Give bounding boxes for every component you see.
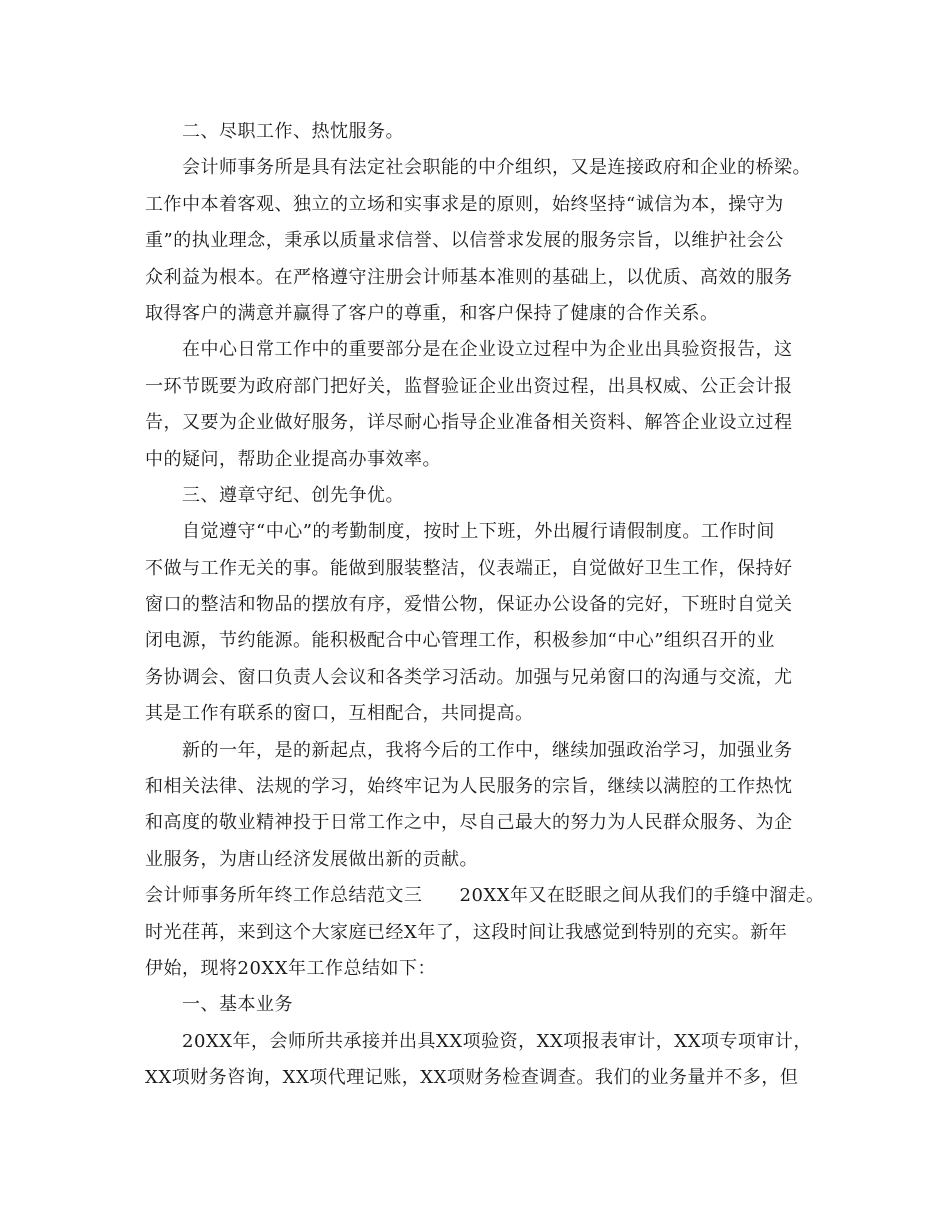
paragraph-line: 工作中本着客观、独立的立场和实事求是的原则，始终坚持“诚信为本，操守为	[145, 193, 784, 215]
paragraph-line: 自觉遵守“中心”的考勤制度，按时上下班，外出履行请假制度。工作时间	[182, 521, 775, 543]
document-title-line: 会计师事务所年终工作总结范文三 20XX年又在眨眼之间从我们的手缝中溜走。	[145, 885, 825, 907]
paragraph-line: 伊始，现将20XX年工作总结如下：	[145, 957, 437, 979]
paragraph-line: 新的一年，是的新起点，我将今后的工作中，继续加强政治学习，加强业务	[182, 739, 793, 761]
section-heading-3: 三、遵章守纪、创先争优。	[182, 484, 404, 506]
paragraph-line: 和相关法律、法规的学习，始终牢记为人民服务的宗旨，继续以满腔的工作热忱	[145, 776, 793, 798]
paragraph-line: 和高度的敬业精神投于日常工作之中，尽自己最大的努力为人民群众服务、为企	[145, 812, 793, 834]
paragraph-line: 业服务，为唐山经济发展做出新的贡献。	[145, 848, 478, 870]
paragraph-line: 窗口的整洁和物品的摆放有序，爱惜公物，保证办公设备的完好，下班时自觉关	[145, 594, 793, 616]
paragraph-line: 20XX年，会师所共承接并出具XX项验资，XX项报表审计，XX项专项审计，	[182, 1030, 812, 1052]
paragraph-line: 不做与工作无关的事。能做到服装整洁，仪表端正，自觉做好卫生工作，保持好	[145, 557, 793, 579]
paragraph-line: 闭电源，节约能源。能积极配合中心管理工作，积极参加“中心”组织召开的业	[145, 630, 775, 652]
paragraph-line: 重”的执业理念，秉承以质量求信誉、以信誉求发展的服务宗旨，以维护社会公	[145, 230, 784, 252]
paragraph-line: 务协调会、窗口负责人会议和各类学习活动。加强与兄弟窗口的沟通与交流，尤	[145, 666, 793, 688]
paragraph-line: XX项财务咨询，XX项代理记账，XX项财务检查调查。我们的业务量并不多，但	[145, 1067, 799, 1089]
paragraph-line: 一环节既要为政府部门把好关，监督验证企业出资过程，出具权威、公正会计报	[145, 375, 793, 397]
paragraph-line: 中的疑问，帮助企业提高办事效率。	[145, 448, 441, 470]
paragraph-line: 时光荏苒，来到这个大家庭已经X年了，这段时间让我感觉到特别的充实。新年	[145, 921, 788, 943]
paragraph-line: 众利益为根本。在严格遵守注册会计师基本准则的基础上，以优质、高效的服务	[145, 266, 793, 288]
paragraph-line: 其是工作有联系的窗口，互相配合，共同提高。	[145, 703, 534, 725]
paragraph-line: 在中心日常工作中的重要部分是在企业设立过程中为企业出具验资报告，这	[182, 339, 793, 361]
section-heading-1: 一、基本业务	[182, 994, 293, 1016]
section-heading-2: 二、尽职工作、热忱服务。	[182, 121, 404, 142]
paragraph-line: 会计师事务所是具有法定社会职能的中介组织，又是连接政府和企业的桥梁。	[182, 157, 811, 179]
paragraph-line: 告，又要为企业做好服务，详尽耐心指导企业准备相关资料、解答企业设立过程	[145, 412, 793, 434]
paragraph-line: 取得客户的满意并赢得了客户的尊重，和客户保持了健康的合作关系。	[145, 302, 719, 324]
